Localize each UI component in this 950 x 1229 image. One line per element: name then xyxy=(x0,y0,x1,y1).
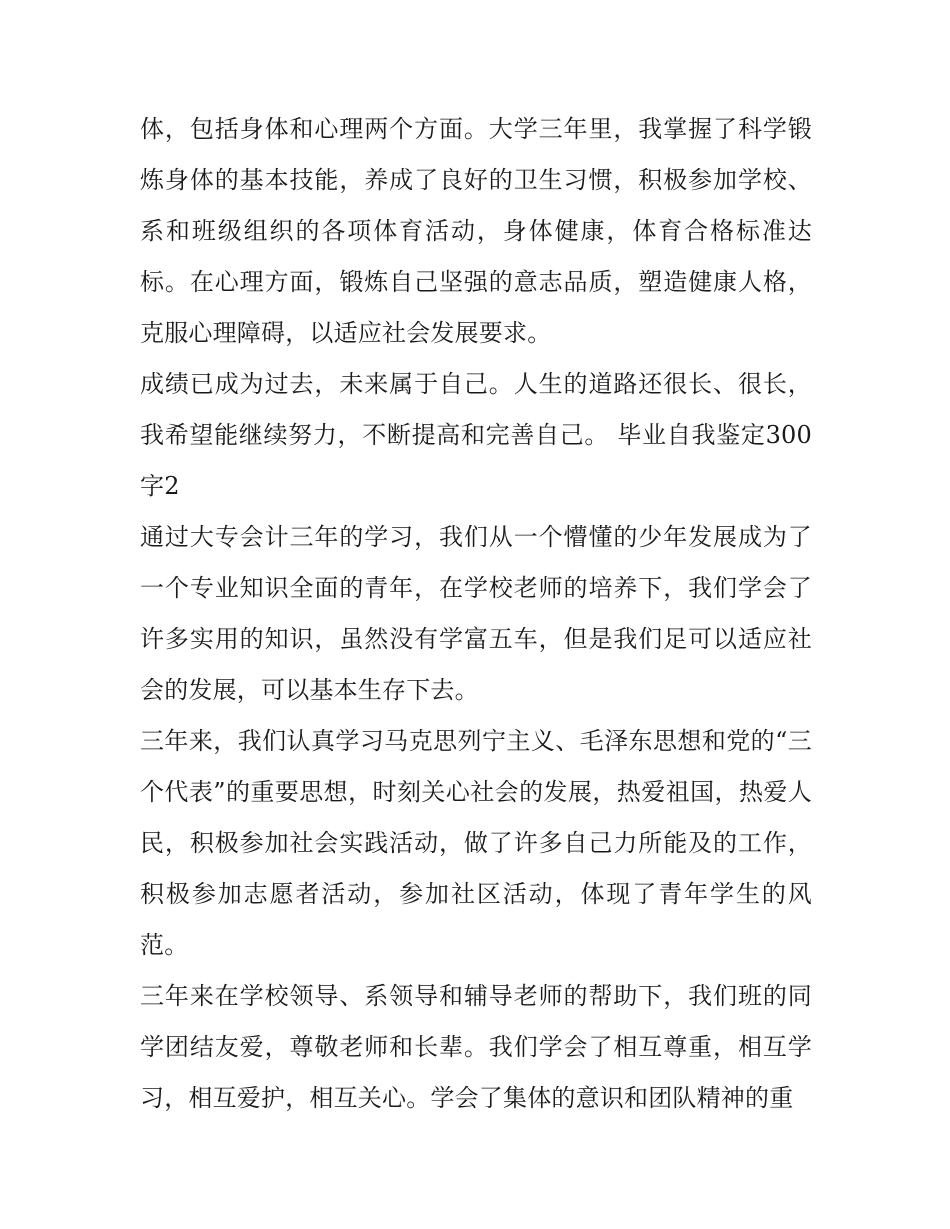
document-body xyxy=(140,104,812,1124)
paragraph-classmates: 三年来在学校领导、系领导和辅导老师的帮助下，我们班的同学团结友爱，尊敬老师和长辈。我们学会了相互尊重，相互学习，相互爱护，相互关心。学会了集体的意识和团队精神的重 xyxy=(140,982,812,1112)
paragraph-study: 通过大专会计三年的学习，我们从一个懵懂的少年发展成为了一个专业知识全面的青年，在学校老师的培养下，我们学会了许多实用的知识，虽然没有学富五车，但是我们足可以适应社会的发展，可以基本生存下去。 xyxy=(140,523,812,704)
paragraph-politics: 三年来，我们认真学习马克思列宁主义、毛泽东思想和党的“三个代表”的重要思想，时刻关心社会的发展，热爱祖国，热爱人民，积极参加社会实践活动，做了许多自己力所能及的工作，积极参加志愿者活动，参加社区活动，体现了青年学生的风范。 xyxy=(140,727,812,959)
paragraph-future: 成绩已成为过去，未来属于自己。人生的道路还很长、很长，我希望能继续努力，不断提高和完善自己。 毕业自我鉴定300字2 xyxy=(140,370,812,500)
paragraph-health: 体，包括身体和心理两个方面。大学三年里，我掌握了科学锻炼身体的基本技能，养成了良好的卫生习惯，积极参加学校、系和班级组织的各项体育活动，身体健康，体育合格标准达标。在心理方面，锻炼自己坚强的意志品质，塑造健康人格，克服心理障碍，以适应社会发展要求。 xyxy=(140,115,812,347)
